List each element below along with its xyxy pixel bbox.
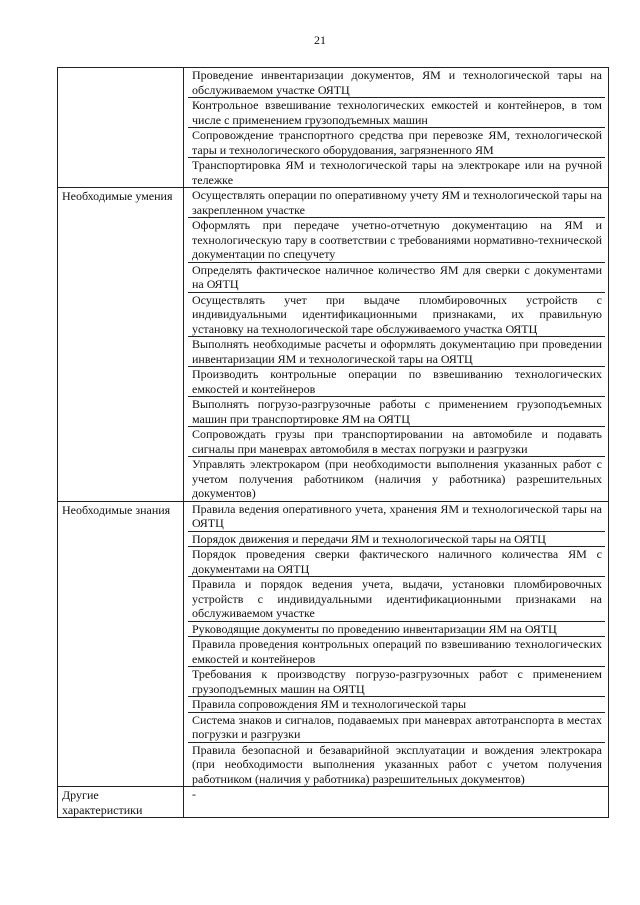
table-row (58, 68, 609, 188)
list-item: Проведение инвентаризации документов, ЯМ и технологической тары на обслуживаемом участке ОЯТЦ (192, 68, 602, 97)
list-item: Осуществлять учет при выдаче пломбировочных устройств с индивидуальными идентификационными признаками, их правильную установку на технологической таре обслуживаемого участка ОЯТЦ (188, 292, 605, 337)
table-row (58, 188, 609, 502)
row-content (184, 787, 609, 818)
list-item: Правила ведения оперативного учета, хранения ЯМ и технологической тары на ОЯТЦ (192, 501, 602, 530)
row-label (58, 787, 184, 818)
row-label-text: Необходимые умения (62, 189, 173, 203)
list-item: Порядок движения и передачи ЯМ и технологической тары на ОЯТЦ (188, 531, 605, 547)
list-item: Правила сопровождения ЯМ и технологической тары (188, 696, 605, 712)
row-content (184, 501, 609, 787)
list-item: Порядок проведения сверки фактического наличного количества ЯМ с документами на ОЯТЦ (188, 546, 605, 576)
list-item: Руководящие документы по проведению инвентаризации ЯМ на ОЯТЦ (188, 621, 605, 637)
list-item: Сопровождать грузы при транспортировании на автомобиле и подавать сигналы при маневрах автомобиля в местах погрузки и разгрузки (188, 426, 605, 456)
list-item: Транспортировка ЯМ и технологической тары на электрокаре или на ручной тележке (188, 157, 605, 187)
list-item: Оформлять при передаче учетно-отчетную документацию на ЯМ и технологическую тару в соответствии с требованиями нормативно-технической документации по спецучету (188, 217, 605, 262)
list-item: Определять фактическое наличное количество ЯМ для сверки с документами на ОЯТЦ (188, 262, 605, 292)
list-item: Правила безопасной и безаварийной эксплуатации и вождения электрокара (при необходимости выполнения указанных работ с учетом получения работником (наличия у работника) разрешительных документов) (188, 742, 605, 787)
requirements-table (57, 67, 609, 818)
list-item: Правила проведения контрольных операций по взвешиванию технологических емкостей и контейнеров (188, 636, 605, 666)
row-label (58, 501, 184, 787)
list-item: Контрольное взвешивание технологических емкостей и контейнеров, в том числе с применением грузоподъемных машин (188, 97, 605, 127)
row-label-text: Другие характеристики (62, 788, 143, 817)
list-item: Сопровождение транспортного средства при перевозке ЯМ, технологической тары и технологического оборудования, загрязненного ЯМ (188, 127, 605, 157)
page-number: 21 (314, 33, 326, 47)
row-label-text: Необходимые знания (62, 502, 171, 517)
row-label (58, 188, 184, 502)
list-item: Требования к производству погрузо-разгрузочных работ с применением грузоподъемных машин на ОЯТЦ (188, 666, 605, 696)
list-item: - (192, 787, 196, 801)
table-row (58, 501, 609, 787)
row-content (184, 188, 609, 502)
list-item: Выполнять необходимые расчеты и оформлять документацию при проведении инвентаризации ЯМ и технологической тары на ОЯТЦ (188, 336, 605, 366)
list-item: Правила и порядок ведения учета, выдачи, установки пломбировочных устройств с индивидуальными идентификационными признаками на обслуживаемом участке (188, 576, 605, 621)
table-row (58, 787, 609, 818)
list-item: Осуществлять операции по оперативному учету ЯМ и технологической тары на закрепленном участке (192, 188, 602, 217)
list-item: Производить контрольные операции по взвешиванию технологических емкостей и контейнеров (188, 366, 605, 396)
list-item: Выполнять погрузо-разгрузочные работы с применением грузоподъемных машин при транспортировке ЯМ на ОЯТЦ (188, 396, 605, 426)
list-item: Управлять электрокаром (при необходимости выполнения указанных работ с учетом получения работником (наличия у работника) разрешительных документов) (188, 456, 605, 501)
row-content (184, 68, 609, 188)
row-label (58, 68, 184, 188)
list-item: Система знаков и сигналов, подаваемых при маневрах автотранспорта в местах погрузки и разгрузки (188, 712, 605, 742)
